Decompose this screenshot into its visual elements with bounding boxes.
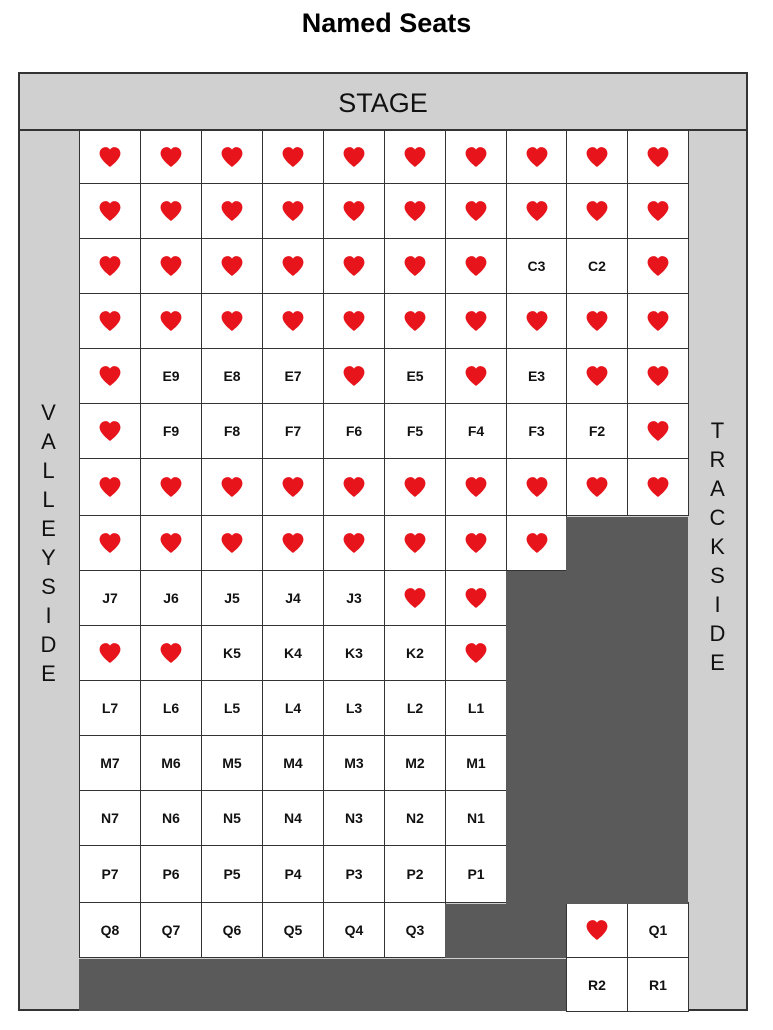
seat-label: E9 <box>162 368 180 384</box>
heart-icon <box>401 145 429 169</box>
blocked-area <box>506 571 688 904</box>
seat <box>445 680 507 736</box>
seat <box>262 735 324 791</box>
heart-icon <box>644 254 672 278</box>
seat <box>79 902 141 958</box>
seat <box>262 348 324 404</box>
seat <box>323 680 385 736</box>
heart-icon <box>523 475 551 499</box>
heart-icon <box>157 641 185 665</box>
heart-icon <box>279 475 307 499</box>
seat <box>445 790 507 846</box>
seat-label: R1 <box>649 976 667 993</box>
seat <box>445 845 507 903</box>
named-seat-heart <box>445 515 507 571</box>
named-seat-heart <box>506 515 567 571</box>
heart-icon <box>401 199 429 223</box>
seat-label: L5 <box>223 700 241 716</box>
named-seat-heart <box>384 130 446 184</box>
named-seat-heart <box>384 293 446 349</box>
trackside-label <box>688 416 747 677</box>
heart-icon <box>462 475 490 499</box>
heart-icon <box>644 364 672 388</box>
heart-icon <box>279 199 307 223</box>
heart-icon <box>96 531 124 555</box>
seat <box>384 790 446 846</box>
heart-icon <box>583 199 611 223</box>
seat-label: P1 <box>467 866 485 882</box>
seat <box>262 902 324 958</box>
seat-label: Q7 <box>161 922 181 938</box>
seat <box>79 570 141 626</box>
heart-icon <box>401 531 429 555</box>
heart-icon <box>96 641 124 665</box>
heart-icon <box>644 475 672 499</box>
named-seat-heart <box>323 238 385 294</box>
blocked-area <box>79 959 566 1011</box>
named-seat-heart <box>201 238 263 294</box>
seat-label: C2 <box>588 258 606 274</box>
heart-icon <box>96 475 124 499</box>
seat <box>445 403 507 459</box>
heart-icon <box>96 145 124 169</box>
seat-label: F9 <box>162 423 180 439</box>
seat <box>201 625 263 681</box>
heart-icon <box>157 309 185 333</box>
heart-icon <box>401 254 429 278</box>
named-seat-heart <box>262 238 324 294</box>
seat <box>140 570 202 626</box>
seat-label: M5 <box>222 755 242 771</box>
named-seat-heart <box>140 515 202 571</box>
named-seat-heart <box>262 130 324 184</box>
named-seat-heart <box>627 130 689 184</box>
named-seat-heart <box>323 515 385 571</box>
seat <box>201 845 263 903</box>
seat <box>506 348 567 404</box>
side-letter: L <box>42 458 55 483</box>
heart-icon <box>157 145 185 169</box>
seat-label: P4 <box>284 866 302 882</box>
heart-icon <box>96 309 124 333</box>
seat-label: Q5 <box>283 922 303 938</box>
seat-label: L4 <box>284 700 302 716</box>
named-seat-heart <box>140 130 202 184</box>
side-letter: V <box>41 400 56 425</box>
seat-label: N7 <box>101 810 119 826</box>
seat <box>566 238 628 294</box>
named-seat-heart <box>79 403 141 459</box>
seat-label: F5 <box>406 423 424 439</box>
seat-label: L2 <box>406 700 424 716</box>
seat <box>323 845 385 903</box>
seat <box>140 403 202 459</box>
heart-icon <box>279 254 307 278</box>
seat <box>566 403 628 459</box>
seat-label: N6 <box>162 810 180 826</box>
named-seat-heart <box>79 348 141 404</box>
seat <box>384 845 446 903</box>
heart-icon <box>279 145 307 169</box>
seat-label: E3 <box>527 368 546 384</box>
heart-icon <box>523 199 551 223</box>
seat-label: P7 <box>101 866 119 882</box>
named-seat-heart <box>323 130 385 184</box>
seat <box>79 735 141 791</box>
seat <box>323 570 385 626</box>
heart-icon <box>218 199 246 223</box>
heart-icon <box>157 531 185 555</box>
named-seat-heart <box>323 458 385 516</box>
named-seat-heart <box>566 348 628 404</box>
side-letter: S <box>41 574 56 599</box>
seat-label: M4 <box>283 755 303 771</box>
named-seat-heart <box>79 458 141 516</box>
seat <box>140 902 202 958</box>
heart-icon <box>644 419 672 443</box>
seat-label: M2 <box>405 755 425 771</box>
seat <box>201 403 263 459</box>
heart-icon <box>96 364 124 388</box>
seat-label: Q4 <box>344 922 364 938</box>
seat-label: N1 <box>467 810 485 826</box>
seat-label: P2 <box>406 866 424 882</box>
named-seat-heart <box>384 183 446 239</box>
page-title: Named Seats <box>301 8 472 38</box>
seat-label: Q3 <box>405 922 425 938</box>
seat <box>262 790 324 846</box>
seat <box>627 957 689 1012</box>
heart-icon <box>462 145 490 169</box>
heart-icon <box>462 254 490 278</box>
heart-icon <box>583 475 611 499</box>
seat <box>201 902 263 958</box>
heart-icon <box>462 309 490 333</box>
named-seat-heart <box>506 293 567 349</box>
heart-icon <box>462 199 490 223</box>
seat <box>384 680 446 736</box>
seat <box>79 845 141 903</box>
seat <box>506 403 567 459</box>
named-seat-heart <box>445 348 507 404</box>
heart-icon <box>583 364 611 388</box>
blocked-area <box>445 904 566 958</box>
side-letter: I <box>45 603 52 628</box>
named-seat-heart <box>384 570 446 626</box>
seat <box>140 348 202 404</box>
side-letter: D <box>40 632 57 657</box>
seat-label: K3 <box>345 645 363 661</box>
seat <box>384 348 446 404</box>
heart-icon <box>401 475 429 499</box>
named-seat-heart <box>445 570 507 626</box>
heart-icon <box>157 199 185 223</box>
side-letter: K <box>710 534 725 559</box>
seat-label: N5 <box>223 810 241 826</box>
named-seat-heart <box>384 458 446 516</box>
heart-icon <box>462 364 490 388</box>
seat-label: P5 <box>223 866 241 882</box>
named-seat-heart <box>566 902 628 958</box>
named-seat-heart <box>201 515 263 571</box>
side-letter: A <box>41 429 56 454</box>
seat-label: F7 <box>284 423 302 439</box>
heart-icon <box>218 309 246 333</box>
named-seat-heart <box>384 238 446 294</box>
side-letter: D <box>709 621 726 646</box>
named-seat-heart <box>323 293 385 349</box>
side-letter: E <box>41 516 56 541</box>
seat <box>262 570 324 626</box>
seat <box>79 680 141 736</box>
heart-icon <box>96 419 124 443</box>
heart-icon <box>462 531 490 555</box>
seat <box>201 570 263 626</box>
named-seat-heart <box>627 238 689 294</box>
named-seat-heart <box>627 348 689 404</box>
seat-label: J6 <box>163 590 179 606</box>
heart-icon <box>583 145 611 169</box>
named-seat-heart <box>506 130 567 184</box>
heart-icon <box>279 531 307 555</box>
seat-label: E8 <box>223 368 241 384</box>
seat-label: Q8 <box>100 922 120 938</box>
heart-icon <box>523 531 551 555</box>
seat <box>201 680 263 736</box>
heart-icon <box>340 254 368 278</box>
heart-icon <box>462 641 490 665</box>
seat <box>384 735 446 791</box>
named-seat-heart <box>262 515 324 571</box>
named-seat-heart <box>445 625 507 681</box>
blocked-area <box>566 517 688 572</box>
seat-label: M6 <box>161 755 181 771</box>
heart-icon <box>401 586 429 610</box>
seat-label: N2 <box>406 810 424 826</box>
seat-label: E5 <box>406 368 424 384</box>
seat-label: K4 <box>284 645 302 661</box>
seat <box>201 790 263 846</box>
seat <box>262 403 324 459</box>
named-seat-heart <box>201 130 263 184</box>
seat <box>445 735 507 791</box>
seat <box>506 238 567 294</box>
seat-label: R2 <box>588 976 606 993</box>
seat <box>566 957 628 1012</box>
seat <box>323 902 385 958</box>
seat-label: C3 <box>527 258 546 274</box>
named-seat-heart <box>262 183 324 239</box>
seat-label: N3 <box>345 810 363 826</box>
heart-icon <box>157 475 185 499</box>
seat <box>323 790 385 846</box>
named-seat-heart <box>79 130 141 184</box>
side-letter: A <box>710 476 725 501</box>
heart-icon <box>523 145 551 169</box>
seat-label: F3 <box>528 423 545 439</box>
seat-label: L3 <box>345 700 363 716</box>
heart-icon <box>340 531 368 555</box>
named-seat-heart <box>140 238 202 294</box>
named-seat-heart <box>445 130 507 184</box>
seat-label: L7 <box>101 700 119 716</box>
heart-icon <box>644 309 672 333</box>
side-letter: T <box>710 418 725 443</box>
named-seat-heart <box>506 458 567 516</box>
seat <box>79 790 141 846</box>
heart-icon <box>340 145 368 169</box>
seat-label: L6 <box>162 700 180 716</box>
side-letter: R <box>709 447 726 472</box>
named-seat-heart <box>262 293 324 349</box>
heart-icon <box>340 199 368 223</box>
heart-icon <box>523 309 551 333</box>
heart-icon <box>218 254 246 278</box>
named-seat-heart <box>262 458 324 516</box>
seat <box>140 680 202 736</box>
heart-icon <box>340 475 368 499</box>
heart-icon <box>583 918 611 942</box>
seat-label: F2 <box>588 423 606 439</box>
named-seat-heart <box>140 625 202 681</box>
named-seat-heart <box>79 625 141 681</box>
seat <box>384 902 446 958</box>
seat <box>201 735 263 791</box>
named-seat-heart <box>506 183 567 239</box>
heart-icon <box>644 199 672 223</box>
heart-icon <box>218 531 246 555</box>
heart-icon <box>218 145 246 169</box>
heart-icon <box>96 199 124 223</box>
seat <box>323 625 385 681</box>
seat-label: F4 <box>467 423 485 439</box>
seat <box>323 735 385 791</box>
named-seat-heart <box>79 293 141 349</box>
seat <box>140 845 202 903</box>
heart-icon <box>96 254 124 278</box>
valleyside-label <box>20 398 77 688</box>
seat <box>262 680 324 736</box>
seat-label: K5 <box>223 645 241 661</box>
side-letter: Y <box>41 545 56 570</box>
named-seat-heart <box>323 348 385 404</box>
seat <box>384 403 446 459</box>
seat-label: J7 <box>102 590 118 606</box>
heart-icon <box>644 145 672 169</box>
heart-icon <box>401 309 429 333</box>
seat-label: E7 <box>284 368 302 384</box>
named-seat-heart <box>566 458 628 516</box>
seat <box>140 735 202 791</box>
seat-label: J4 <box>285 590 301 606</box>
side-letter: E <box>41 661 56 686</box>
seat-label: P3 <box>345 866 363 882</box>
seat-label: N4 <box>284 810 302 826</box>
named-seat-heart <box>323 183 385 239</box>
seat <box>627 902 689 958</box>
stage-label: STAGE <box>18 72 748 131</box>
seat-label: F6 <box>345 423 363 439</box>
named-seat-heart <box>627 458 689 516</box>
side-letter: E <box>710 650 725 675</box>
seat-label: M7 <box>100 755 120 771</box>
seat-grid <box>79 130 688 1011</box>
seat-label: M3 <box>344 755 364 771</box>
seat-label: M1 <box>466 755 486 771</box>
named-seat-heart <box>79 515 141 571</box>
named-seat-heart <box>201 458 263 516</box>
side-letter: I <box>714 592 721 617</box>
named-seat-heart <box>79 183 141 239</box>
seat-label: P6 <box>162 866 180 882</box>
named-seat-heart <box>384 515 446 571</box>
side-letter: S <box>710 563 725 588</box>
named-seat-heart <box>566 130 628 184</box>
seat <box>323 403 385 459</box>
named-seat-heart <box>79 238 141 294</box>
seat-label: Q6 <box>222 922 242 938</box>
seat-label: K2 <box>406 645 424 661</box>
side-letter: C <box>709 505 726 530</box>
named-seat-heart <box>140 293 202 349</box>
seat-label: Q1 <box>648 922 668 938</box>
seat-label: L1 <box>467 700 485 716</box>
side-letter: L <box>42 487 55 512</box>
heart-icon <box>157 254 185 278</box>
named-seat-heart <box>140 458 202 516</box>
heart-icon <box>462 586 490 610</box>
named-seat-heart <box>445 293 507 349</box>
seat <box>140 790 202 846</box>
named-seat-heart <box>627 293 689 349</box>
heart-icon <box>340 309 368 333</box>
named-seat-heart <box>627 403 689 459</box>
named-seat-heart <box>445 458 507 516</box>
named-seat-heart <box>140 183 202 239</box>
heart-icon <box>583 309 611 333</box>
named-seat-heart <box>627 183 689 239</box>
seat-label: J3 <box>346 590 362 606</box>
named-seat-heart <box>445 238 507 294</box>
named-seat-heart <box>201 293 263 349</box>
seat <box>201 348 263 404</box>
named-seat-heart <box>566 183 628 239</box>
seat <box>262 845 324 903</box>
seat-label: J5 <box>224 590 240 606</box>
named-seat-heart <box>445 183 507 239</box>
heart-icon <box>279 309 307 333</box>
heart-icon <box>340 364 368 388</box>
seat-label: F8 <box>223 423 241 439</box>
heart-icon <box>218 475 246 499</box>
named-seat-heart <box>201 183 263 239</box>
named-seat-heart <box>566 293 628 349</box>
seat <box>384 625 446 681</box>
seat <box>262 625 324 681</box>
